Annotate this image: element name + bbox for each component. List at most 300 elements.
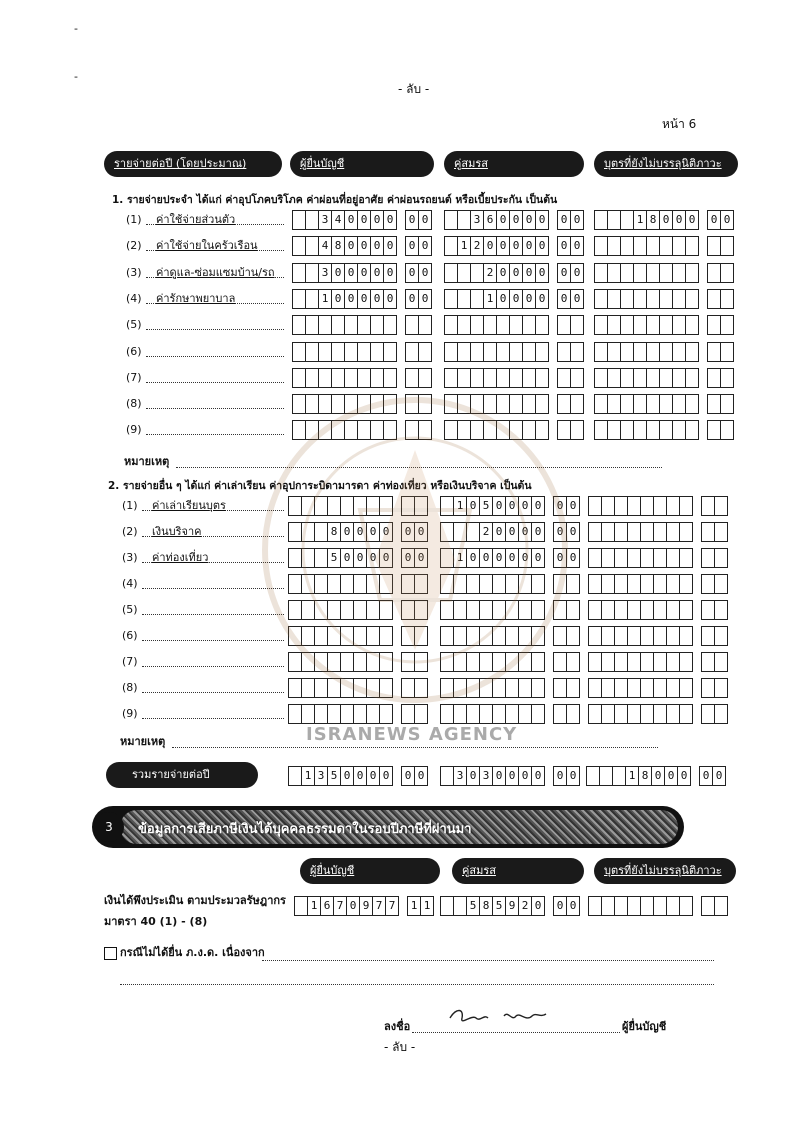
spouse-amount-field[interactable] [444, 342, 584, 362]
child-amount-field[interactable] [594, 315, 734, 335]
digit-cell [701, 678, 715, 698]
digit-cell: 0 [519, 496, 532, 516]
spouse-amount-field[interactable] [444, 263, 584, 283]
spouse-amount-field[interactable] [444, 394, 584, 414]
digit-cell [553, 704, 567, 724]
digit-cell [332, 315, 345, 335]
digit-cell: 5 [467, 896, 480, 916]
digit-cell [673, 420, 686, 440]
spouse-amount-field[interactable] [440, 522, 580, 542]
digit-cell [345, 368, 358, 388]
no-filing-reason-line[interactable] [262, 948, 714, 961]
digit-cell [288, 766, 302, 786]
digit-cell: 0 [371, 289, 384, 309]
digit-cell: 0 [358, 210, 371, 230]
digit-cell [634, 394, 647, 414]
digit-cell: 3 [454, 766, 467, 786]
remark-line[interactable] [176, 455, 662, 468]
digit-cell [292, 368, 306, 388]
filer-amount-field[interactable] [288, 574, 428, 594]
digit-cell [493, 678, 506, 698]
digit-cell [567, 626, 580, 646]
digit-cell [354, 704, 367, 724]
row-label-line[interactable] [142, 680, 284, 693]
digit-cell [454, 600, 467, 620]
digit-cell [621, 394, 634, 414]
filer-amount-field[interactable] [288, 678, 428, 698]
digit-cell [458, 263, 471, 283]
digit-cell: 0 [557, 236, 571, 256]
row-label-line[interactable] [146, 265, 284, 278]
header-pill-child [594, 858, 736, 884]
digit-cell [444, 289, 458, 309]
digit-cell [588, 896, 602, 916]
row-number: (2) [126, 239, 142, 253]
child-amount-field[interactable] [588, 704, 728, 724]
digit-cell [510, 315, 523, 335]
row-label-line[interactable] [146, 317, 284, 330]
digit-cell [641, 496, 654, 516]
digit-cell [667, 600, 680, 620]
digit-cell [384, 342, 397, 362]
digit-cell [302, 496, 315, 516]
digit-cell [615, 652, 628, 672]
digit-cell: 0 [532, 896, 545, 916]
digit-cell [707, 368, 721, 388]
digit-cell [707, 289, 721, 309]
spouse-amount-field[interactable] [444, 289, 584, 309]
digit-cell [288, 626, 302, 646]
digit-cell: 0 [532, 548, 545, 568]
digit-cell [615, 548, 628, 568]
digit-cell: 0 [345, 210, 358, 230]
digit-cell: 0 [506, 496, 519, 516]
digit-cell: 0 [467, 766, 480, 786]
digit-cell [519, 626, 532, 646]
digit-cell [628, 548, 641, 568]
spouse-amount-field[interactable] [444, 210, 584, 230]
total-filer-field[interactable] [288, 766, 428, 786]
digit-cell [444, 342, 458, 362]
digit-cell: 7 [334, 896, 347, 916]
digit-cell [354, 600, 367, 620]
digit-cell [458, 420, 471, 440]
digit-cell [458, 210, 471, 230]
digit-cell [467, 704, 480, 724]
digit-cell: 7 [373, 896, 386, 916]
digit-cell [634, 236, 647, 256]
digit-cell [686, 420, 699, 440]
handwritten-signature [446, 1004, 556, 1030]
digit-cell [571, 394, 584, 414]
digit-cell [641, 574, 654, 594]
total-child-field[interactable] [586, 766, 726, 786]
digit-cell [440, 896, 454, 916]
digit-cell [621, 315, 634, 335]
digit-cell [341, 600, 354, 620]
row-number: (4) [126, 291, 142, 305]
digit-cell [680, 600, 693, 620]
digit-cell [615, 600, 628, 620]
digit-cell [615, 496, 628, 516]
spouse-amount-field[interactable] [444, 236, 584, 256]
digit-cell: 0 [345, 236, 358, 256]
digit-cell [594, 315, 608, 335]
digit-cell [701, 522, 715, 542]
digit-cell [493, 600, 506, 620]
digit-cell [467, 652, 480, 672]
digit-cell [715, 496, 728, 516]
digit-cell [588, 626, 602, 646]
digit-cell [292, 289, 306, 309]
digit-cell [654, 652, 667, 672]
digit-cell [536, 394, 549, 414]
digit-cell [707, 315, 721, 335]
total-spouse-field[interactable] [440, 766, 580, 786]
child-amount-field[interactable] [594, 342, 734, 362]
digit-cell [660, 289, 673, 309]
digit-cell [380, 652, 393, 672]
child-amount-field[interactable] [588, 496, 728, 516]
row-label-line[interactable] [142, 576, 284, 589]
digit-cell [654, 522, 667, 542]
child-amount-field[interactable] [594, 263, 734, 283]
digit-cell [292, 263, 306, 283]
digit-cell [405, 342, 419, 362]
digit-cell [673, 368, 686, 388]
digit-cell [602, 704, 615, 724]
child-amount-field[interactable] [594, 236, 734, 256]
digit-cell [315, 652, 328, 672]
spouse-amount-field[interactable] [440, 496, 580, 516]
digit-cell [686, 394, 699, 414]
row-label-line[interactable] [142, 706, 284, 719]
digit-cell [680, 678, 693, 698]
digit-cell [571, 315, 584, 335]
digit-cell [628, 896, 641, 916]
digit-cell [401, 600, 415, 620]
child-amount-field[interactable] [588, 678, 728, 698]
digit-cell [497, 394, 510, 414]
digit-cell [660, 394, 673, 414]
digit-cell [654, 678, 667, 698]
spouse-amount-field[interactable] [444, 420, 584, 440]
digit-cell [608, 263, 621, 283]
digit-cell [454, 522, 467, 542]
digit-cell [401, 652, 415, 672]
digit-cell [371, 420, 384, 440]
digit-cell: 0 [419, 289, 432, 309]
digit-cell [354, 574, 367, 594]
digit-cell [497, 368, 510, 388]
digit-cell [358, 420, 371, 440]
spouse-amount-field[interactable] [440, 678, 580, 698]
digit-cell [345, 315, 358, 335]
digit-cell: 0 [415, 548, 428, 568]
digit-cell [680, 896, 693, 916]
digit-cell: 4 [319, 236, 332, 256]
digit-cell [471, 394, 484, 414]
digit-cell [371, 394, 384, 414]
header-pill-spouse [452, 858, 584, 884]
filer-amount-field[interactable] [288, 704, 428, 724]
digit-cell: 0 [354, 548, 367, 568]
digit-cell [319, 342, 332, 362]
digit-cell [715, 704, 728, 724]
digit-cell [553, 626, 567, 646]
income-spouse-field[interactable] [440, 896, 580, 916]
digit-cell [608, 315, 621, 335]
filer-amount-field[interactable] [288, 600, 428, 620]
digit-cell [444, 263, 458, 283]
row-label-line[interactable] [146, 344, 284, 357]
digit-cell: 0 [660, 210, 673, 230]
digit-cell [367, 496, 380, 516]
digit-cell: 0 [419, 236, 432, 256]
digit-cell [345, 394, 358, 414]
row-label-line[interactable] [142, 628, 284, 641]
digit-cell: 0 [497, 263, 510, 283]
digit-cell [628, 678, 641, 698]
digit-cell [480, 600, 493, 620]
digit-cell [341, 626, 354, 646]
digit-cell [532, 678, 545, 698]
digit-cell: 3 [319, 210, 332, 230]
digit-cell [660, 420, 673, 440]
total-label: รวมรายจ่ายต่อปี [132, 768, 210, 781]
digit-cell [506, 600, 519, 620]
digit-cell [484, 368, 497, 388]
filer-amount-field[interactable] [292, 236, 432, 256]
digit-cell [647, 289, 660, 309]
confidential-header: - ลับ - [398, 82, 430, 96]
digit-cell [602, 600, 615, 620]
income-filer-field[interactable] [294, 896, 434, 916]
filer-amount-field[interactable] [292, 420, 432, 440]
spouse-amount-field[interactable] [440, 652, 580, 672]
child-amount-field[interactable] [594, 420, 734, 440]
digit-cell [641, 896, 654, 916]
digit-cell [594, 236, 608, 256]
digit-cell [497, 420, 510, 440]
digit-cell [701, 496, 715, 516]
digit-cell [641, 600, 654, 620]
child-amount-field[interactable] [588, 522, 728, 542]
digit-cell [306, 236, 319, 256]
digit-cell [384, 368, 397, 388]
row-number: (8) [122, 681, 138, 694]
digit-cell [641, 548, 654, 568]
digit-cell [680, 496, 693, 516]
spouse-amount-field[interactable] [444, 368, 584, 388]
spouse-amount-field[interactable] [444, 315, 584, 335]
digit-cell [634, 342, 647, 362]
row-number: (6) [126, 344, 142, 358]
digit-cell: 0 [493, 766, 506, 786]
digit-cell: 0 [484, 236, 497, 256]
digit-cell: 0 [341, 522, 354, 542]
no-filing-reason-line-2[interactable] [120, 972, 714, 985]
digit-cell [471, 368, 484, 388]
row-label-line[interactable] [142, 654, 284, 667]
child-amount-field[interactable] [594, 368, 734, 388]
digit-cell: 8 [328, 522, 341, 542]
digit-cell: 0 [553, 522, 567, 542]
row-label-line[interactable] [142, 498, 284, 511]
row-label-line[interactable] [146, 422, 284, 435]
filer-amount-field[interactable] [288, 652, 428, 672]
digit-cell [380, 600, 393, 620]
filer-amount-field[interactable] [288, 548, 428, 568]
digit-cell [415, 496, 428, 516]
total-pill [106, 762, 258, 788]
digit-cell [686, 315, 699, 335]
digit-cell: 6 [321, 896, 334, 916]
digit-cell [405, 394, 419, 414]
digit-cell [667, 522, 680, 542]
filer-amount-field[interactable] [292, 342, 432, 362]
digit-cell [588, 600, 602, 620]
header-pill-expenses [104, 151, 282, 177]
row-label-line[interactable] [142, 524, 284, 537]
child-amount-field[interactable] [594, 210, 734, 230]
digit-cell [302, 574, 315, 594]
digit-cell [454, 626, 467, 646]
digit-cell [493, 704, 506, 724]
watermark-text: ISRANEWS AGENCY [306, 724, 518, 745]
digit-cell [553, 652, 567, 672]
digit-cell [444, 315, 458, 335]
child-amount-field[interactable] [588, 626, 728, 646]
digit-cell [641, 626, 654, 646]
digit-cell [634, 315, 647, 335]
digit-cell [557, 315, 571, 335]
digit-cell: 0 [419, 210, 432, 230]
digit-cell: 0 [380, 766, 393, 786]
digit-cell: 0 [523, 236, 536, 256]
row-label: ค่าใช้จ่ายส่วนตัว [156, 213, 236, 226]
digit-cell [721, 315, 734, 335]
digit-cell [721, 263, 734, 283]
digit-cell [288, 496, 302, 516]
spouse-amount-field[interactable] [440, 548, 580, 568]
filer-amount-field[interactable] [292, 368, 432, 388]
row-label-line[interactable] [142, 602, 284, 615]
income-child-field[interactable] [588, 896, 728, 916]
digit-cell [510, 420, 523, 440]
filer-amount-field[interactable] [292, 263, 432, 283]
filer-amount-field[interactable] [288, 522, 428, 542]
digit-cell [467, 600, 480, 620]
digit-cell [419, 315, 432, 335]
child-amount-field[interactable] [588, 600, 728, 620]
digit-cell: 0 [571, 210, 584, 230]
row-label-line[interactable] [146, 370, 284, 383]
digit-cell [315, 548, 328, 568]
digit-cell [288, 522, 302, 542]
digit-cell: 0 [493, 496, 506, 516]
digit-cell [401, 704, 415, 724]
no-filing-checkbox[interactable] [104, 947, 117, 960]
digit-cell [588, 704, 602, 724]
digit-cell: 0 [347, 896, 360, 916]
digit-cell [306, 368, 319, 388]
digit-cell: 0 [358, 263, 371, 283]
filer-amount-field[interactable] [288, 626, 428, 646]
digit-cell [306, 263, 319, 283]
confidential-footer: - ลับ - [384, 1040, 416, 1054]
filer-amount-field[interactable] [292, 315, 432, 335]
digit-cell [405, 315, 419, 335]
digit-cell: 0 [384, 210, 397, 230]
digit-cell [341, 704, 354, 724]
digit-cell [594, 420, 608, 440]
digit-cell [567, 652, 580, 672]
child-amount-field[interactable] [588, 574, 728, 594]
digit-cell: 0 [332, 289, 345, 309]
digit-cell: 6 [484, 210, 497, 230]
row-label-line[interactable] [146, 212, 284, 225]
row-number: (3) [126, 265, 142, 279]
digit-cell: 0 [358, 236, 371, 256]
digit-cell [557, 420, 571, 440]
row-label-line[interactable] [146, 396, 284, 409]
row-number: (8) [126, 397, 142, 411]
spouse-amount-field[interactable] [440, 600, 580, 620]
digit-cell [701, 626, 715, 646]
digit-cell [319, 368, 332, 388]
digit-cell [701, 704, 715, 724]
digit-cell [654, 548, 667, 568]
spouse-amount-field[interactable] [440, 626, 580, 646]
filer-amount-field[interactable] [288, 496, 428, 516]
digit-cell [721, 342, 734, 362]
digit-cell [673, 236, 686, 256]
child-amount-field[interactable] [588, 548, 728, 568]
digit-cell [594, 210, 608, 230]
digit-cell: 0 [384, 263, 397, 283]
row-label: เงินบริจาค [152, 525, 202, 538]
row-label-line[interactable] [146, 291, 284, 304]
digit-cell: 0 [371, 236, 384, 256]
filer-amount-field[interactable] [292, 289, 432, 309]
digit-cell [319, 315, 332, 335]
digit-cell [686, 263, 699, 283]
digit-cell [444, 368, 458, 388]
child-amount-field[interactable] [594, 289, 734, 309]
filer-amount-field[interactable] [292, 394, 432, 414]
digit-cell [328, 652, 341, 672]
child-amount-field[interactable] [588, 652, 728, 672]
digit-cell [332, 368, 345, 388]
digit-cell: 0 [380, 548, 393, 568]
digit-cell [493, 574, 506, 594]
digit-cell: 7 [386, 896, 399, 916]
digit-cell: 0 [415, 522, 428, 542]
digit-cell: 0 [557, 210, 571, 230]
digit-cell [419, 342, 432, 362]
digit-cell: 0 [567, 522, 580, 542]
spouse-amount-field[interactable] [440, 574, 580, 594]
digit-cell [557, 368, 571, 388]
child-amount-field[interactable] [594, 394, 734, 414]
digit-cell [493, 626, 506, 646]
row-label-line[interactable] [142, 550, 284, 563]
spouse-amount-field[interactable] [440, 704, 580, 724]
filer-amount-field[interactable] [292, 210, 432, 230]
row-label-line[interactable] [146, 238, 284, 251]
section3-banner [92, 806, 684, 848]
